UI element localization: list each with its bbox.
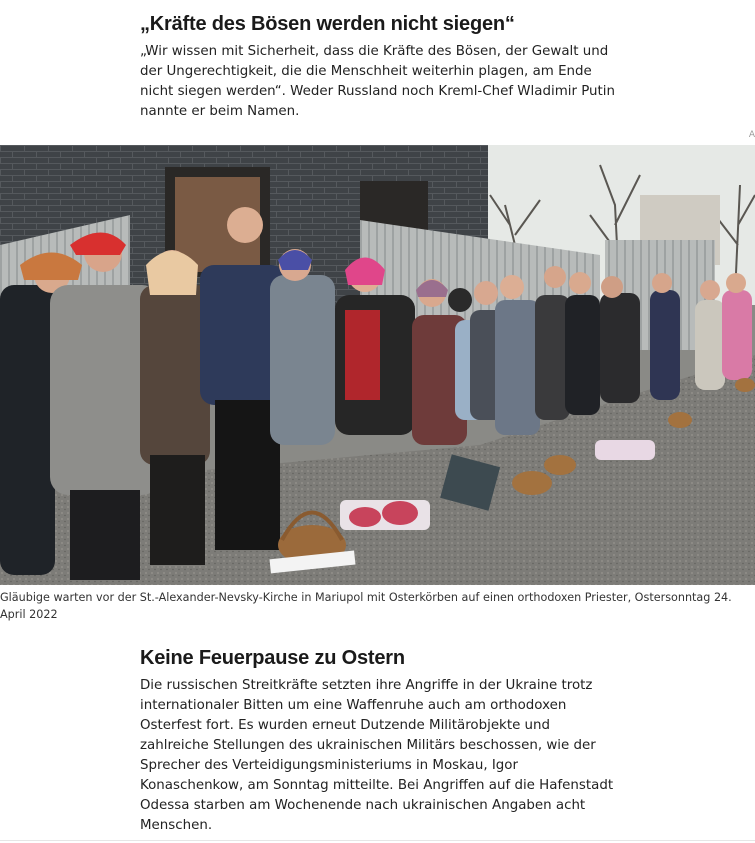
section-body-1: „Wir wissen mit Sicherheit, dass die Kräfte des Bösen, der Gewalt und der Ungerechtigkeit, die die Menschheit weiterhin plagen, am Ende nicht siegen werden“. Weder Russland noch Kreml-Chef Wladimir Putin nannte er beim Namen. bbox=[140, 44, 615, 119]
article-photo bbox=[0, 145, 755, 585]
photo-credit: A bbox=[748, 130, 755, 140]
section-body-2: Die russischen Streitkräfte setzten ihre Angriffe in der Ukraine trotz internationaler Bitten um eine Waffenruhe auch am orthodoxen Osterfest fort. Es wurden erneut Dutzende Militärobjekte und zahlreiche Stellungen des ukrainischen Militärs beschossen, wie der Sprecher des Verteidigungsministeriums in Moskau, Igor Konaschenkow, am Sonntag mitteilte. Bei Angriffen auf die Hafenstadt Odessa starben am Wochenende nach ukrainischen Angaben acht Menschen. bbox=[140, 678, 614, 833]
section-heading-1: „Kräfte des Bösen werden nicht siegen“ bbox=[140, 13, 515, 35]
photo-illustration bbox=[0, 145, 755, 585]
article-section-2 bbox=[140, 646, 620, 836]
section-heading-2: Keine Feuerpause zu Ostern bbox=[140, 647, 405, 669]
article-section-1 bbox=[140, 12, 620, 122]
divider bbox=[0, 840, 755, 841]
photo-caption: Gläubige warten vor der St.-Alexander-Nevsky-Kirche in Mariupol mit Osterkörben auf einen orthodoxen Priester, Ostersonntag 24. April 2022 bbox=[0, 591, 732, 621]
